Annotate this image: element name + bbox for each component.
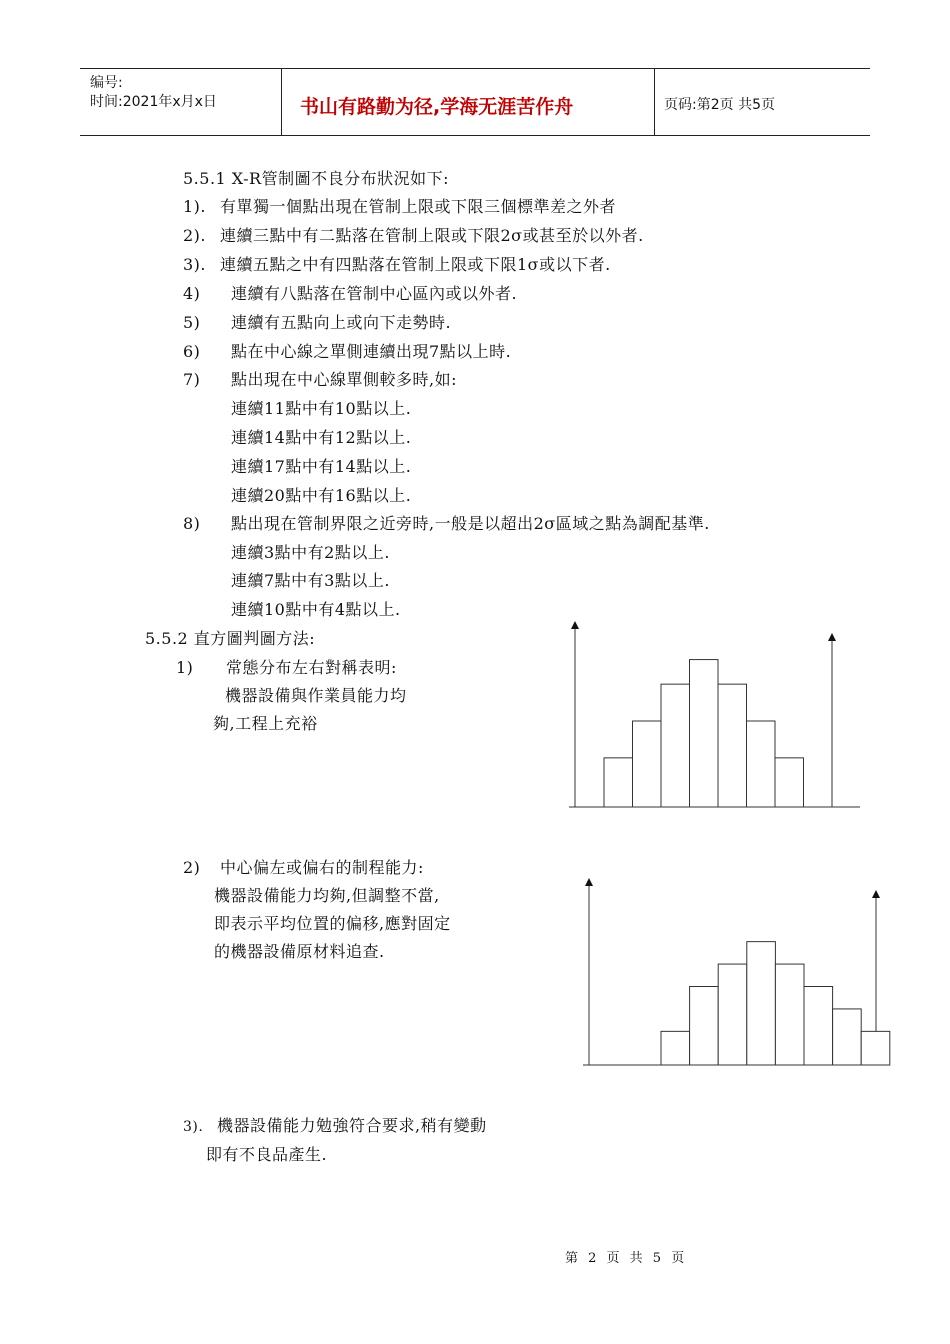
arrow-up-icon — [571, 621, 579, 629]
page-footer: 第 2 页 共 5 页 — [565, 1251, 688, 1266]
list-item-text: 連續有五點向上或向下走勢時. — [231, 313, 452, 332]
header-divider-right — [654, 68, 655, 136]
histogram-item-1 — [176, 655, 397, 678]
list-item — [183, 367, 457, 390]
histogram-item-2-line4: 的機器設備原材料追查. — [214, 942, 385, 961]
list-item-text: 連續有八點落在管制中心區內或以外者. — [231, 284, 518, 303]
list-item-text: 點在中心線之單側連續出現7點以上時. — [231, 342, 512, 361]
histogram-bar — [718, 964, 747, 1065]
sub-item: 連續3點中有2點以上. — [231, 543, 390, 562]
list-item-number: 4) — [183, 284, 201, 303]
histogram-bar — [661, 1031, 690, 1065]
list-item-text: 連續五點之中有四點落在管制上限或下限1σ或以下者. — [220, 255, 611, 274]
histogram-bar — [747, 721, 776, 807]
header-bottom-border — [80, 135, 870, 136]
list-item — [183, 223, 644, 246]
list-item-number: 8) — [183, 514, 201, 533]
list-item-text: 點出現在管制界限之近旁時,一般是以超出2σ區域之點為調配基準. — [231, 514, 710, 533]
list-item — [183, 511, 710, 534]
list-item-number: 1). — [183, 197, 207, 216]
list-item-number: 6) — [183, 342, 201, 361]
section-551-title: 5.5.1 X-R管制圖不良分布狀況如下: — [183, 169, 449, 188]
sub-item: 連續11點中有10點以上. — [231, 399, 412, 418]
histogram-bar — [661, 684, 690, 807]
header-motto: 书山有路勤为径,学海无涯苦作舟 — [300, 96, 574, 118]
list-item-text: 中心偏左或偏右的制程能力: — [220, 858, 424, 877]
histogram-bar — [861, 1031, 890, 1065]
list-item-number: 7) — [183, 370, 201, 389]
arrow-up-icon — [872, 890, 880, 898]
arrow-up-icon — [828, 633, 836, 641]
histogram-bar — [833, 1009, 862, 1065]
header-divider-left — [281, 68, 282, 136]
sub-item: 連續7點中有3點以上. — [231, 571, 390, 590]
histogram-bar — [633, 721, 662, 807]
section-552-title: 5.5.2 直方圖判圖方法: — [145, 629, 316, 648]
histogram-item-2 — [183, 855, 424, 878]
header-time-label: 时间:2021年x月x日 — [90, 94, 217, 110]
histogram-bar — [747, 942, 776, 1065]
histogram-shifted — [580, 872, 900, 1072]
list-item-number: 1) — [176, 658, 194, 677]
histogram-bar — [690, 987, 719, 1066]
sub-item: 連續10點中有4點以上. — [231, 600, 401, 619]
histogram-item-3-line2: 即有不良品產生. — [206, 1145, 328, 1164]
list-item-text: 機器設備能力勉強符合要求,稍有變動 — [217, 1116, 487, 1135]
list-item-text: 連續三點中有二點落在管制上限或下限2σ或甚至於以外者. — [220, 226, 644, 245]
histogram-bar — [690, 660, 719, 807]
histogram-normal — [560, 615, 870, 815]
list-item-number: 3). — [183, 255, 207, 274]
arrow-up-icon — [585, 878, 593, 886]
sub-item: 連續20點中有16點以上. — [231, 486, 412, 505]
list-item — [183, 310, 451, 333]
histogram-bar — [718, 684, 747, 807]
histogram-bar — [604, 758, 633, 807]
list-item-number: 2). — [183, 226, 207, 245]
list-item-text: 點出現在中心線單側較多時,如: — [231, 370, 457, 389]
header-code-label: 编号: — [90, 75, 123, 91]
sub-item: 連續17點中有14點以上. — [231, 457, 412, 476]
histogram-item-2-line3: 即表示平均位置的偏移,應對固定 — [214, 914, 451, 933]
histogram-item-1-line2: 機器設備與作業員能力均 — [225, 686, 407, 705]
list-item-text: 常態分布左右對稱表明: — [226, 658, 397, 677]
list-item — [183, 281, 517, 304]
list-item-number: 2) — [183, 858, 201, 877]
header-page-label: 页码:第2页 共5页 — [664, 97, 775, 113]
sub-item: 連續14點中有12點以上. — [231, 428, 412, 447]
list-item-text: 有單獨一個點出現在管制上限或下限三個標準差之外者 — [220, 197, 617, 216]
histogram-bar — [775, 758, 804, 807]
histogram-bar — [775, 964, 804, 1065]
list-item — [183, 194, 616, 217]
list-item — [183, 252, 611, 275]
header-top-border — [80, 68, 870, 69]
list-item-number: 5) — [183, 313, 201, 332]
histogram-item-3 — [183, 1113, 487, 1136]
histogram-bar — [804, 987, 833, 1066]
histogram-item-1-line3: 夠,工程上充裕 — [213, 714, 318, 733]
list-item — [183, 339, 511, 362]
list-item-number: 3). — [183, 1119, 204, 1135]
histogram-item-2-line2: 機器設備能力均夠,但調整不當, — [214, 886, 440, 905]
